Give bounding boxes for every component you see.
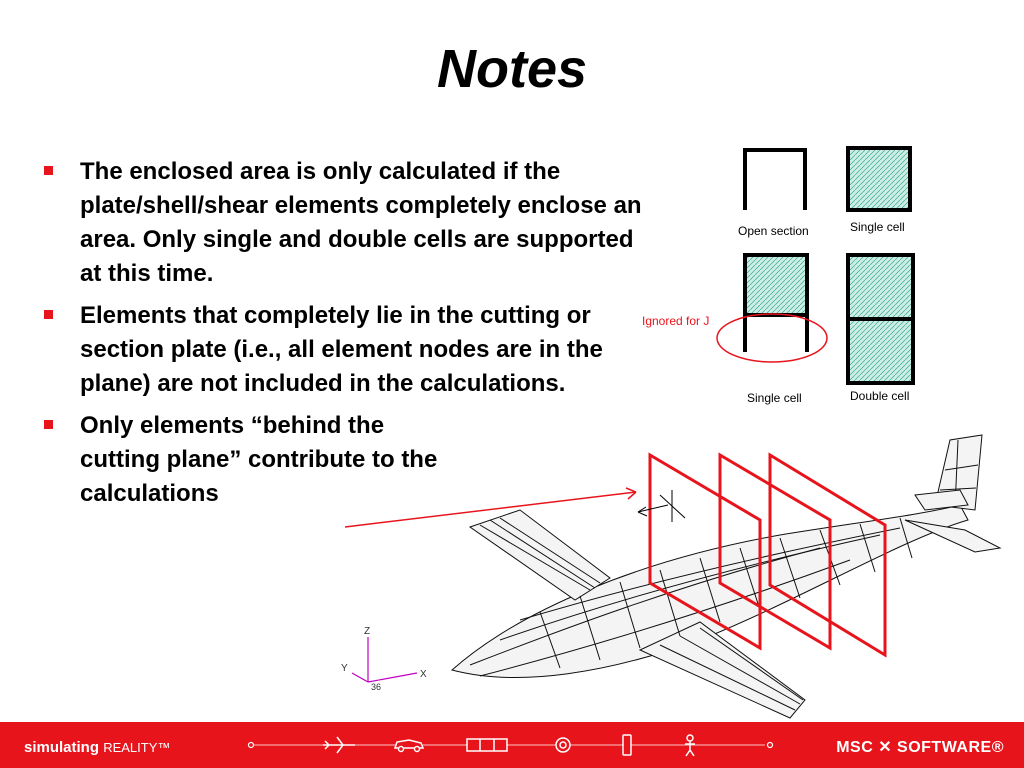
view-number: 36 [371, 682, 382, 692]
open-section-diagram [745, 150, 805, 210]
direction-arrow-symbol [638, 490, 685, 522]
single-cell-open-diagram [745, 255, 807, 352]
bullet-text: Elements that completely lie in the cutting or section plate (i.e., all element nodes are in the plane) are not included in the calculations. [80, 302, 603, 397]
bullet-text: The enclosed area is only calculated if the plate/shell/shear elements completely enclose an area. Only single and double cells are supported at this time. [80, 158, 642, 287]
ignored-ellipse [717, 314, 827, 362]
axis-label-z: Z [364, 626, 371, 637]
label-double-cell: Double cell [850, 389, 910, 403]
single-cell-diagram [848, 148, 910, 210]
label-single-cell-top: Single cell [850, 220, 905, 234]
bullet-text: Only elements “behind the cutting plane” contribute to the calculations [80, 412, 438, 507]
msc-software-logo: MSC ✕ SOFTWARE® [836, 739, 1004, 756]
train-icon [467, 739, 507, 751]
airplane-wireframe [452, 435, 1000, 718]
gear-icon [556, 738, 570, 752]
axis-triad [352, 637, 417, 682]
brand-suffix: REALITY™ [103, 740, 171, 755]
label-open-section: Open section [738, 224, 809, 238]
car-icon [395, 740, 423, 752]
axis-label-y: Y [341, 663, 348, 674]
airplane-icon [323, 737, 355, 753]
brand-tagline [24, 739, 170, 756]
label-ignored-for-j: Ignored for J [642, 314, 710, 328]
slide-title: Notes [436, 39, 588, 99]
person-icon [685, 735, 695, 756]
industry-icons [245, 730, 785, 760]
label-single-cell-bottom: Single cell [747, 391, 802, 405]
footer-bar [0, 722, 1024, 768]
brand-text: simulating [24, 739, 100, 756]
phone-icon [623, 735, 631, 755]
double-cell-diagram [848, 255, 913, 383]
axis-label-x: X [420, 669, 427, 680]
